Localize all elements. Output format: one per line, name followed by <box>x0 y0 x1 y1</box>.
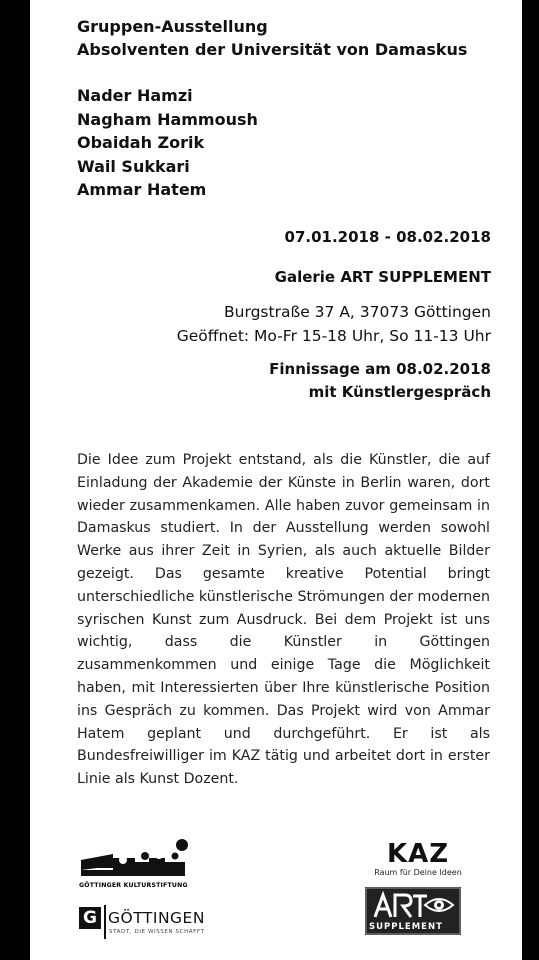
kaz-tagline: Raum für Deine Ideen <box>374 868 462 877</box>
exhibition-dates: 07.01.2018 - 08.02.2018 <box>284 228 491 246</box>
gallery-name: Galerie ART SUPPLEMENT <box>274 268 491 286</box>
art-supplement-caption: SUPPLEMENT <box>369 922 443 932</box>
opening-hours: Geöffnet: Mo-Fr 15-18 Uhr, So 11-13 Uhr <box>176 327 491 345</box>
kulturstiftung-logo <box>79 838 191 894</box>
finissage-info <box>269 358 491 404</box>
exhibition-title <box>77 15 467 61</box>
kulturstiftung-mark-icon <box>79 838 191 882</box>
project-description: Die Idee zum Projekt entstand, als die Künstler, die auf Einladung der Akademie der Künste in Berlin waren, dort wieder zusammenkamen. Alle haben zuvor gemeinsam in Damaskus studiert. In der Ausstellung werden sowohl Werke aus ihrer Zeit in Syrien, als auch aktuelle Bilder gezeigt. Das gesamte kreative Potential bringt unterschiedliche künstlerische Strömungen der modernen syrischen Kunst zum Ausdruck. Bei dem Projekt ist uns wichtig, dass die Künstler in Göttingen zusammenkommen und einige Tage die Möglichkeit haben, mit Interessierten über Ihre künstlerische Position ins Gespräch zu kommen. Das Projekt wird von Ammar Hatem geplant und durchgeführt. Er ist als Bundesfreiwilliger im KAZ tätig und arbeitet dort in erster Linie als Kunst Dozent. <box>77 452 490 788</box>
artist-name: Obaidah Zorik <box>77 133 205 152</box>
artist-list <box>77 84 258 202</box>
goettingen-wordmark: GÖTTINGEN <box>108 909 205 927</box>
art-supplement-logo <box>365 887 461 935</box>
kaz-logo <box>373 840 463 882</box>
kaz-wordmark: KAZ <box>386 839 450 869</box>
goettingen-logo <box>79 905 209 943</box>
artist-name: Nader Hamzi <box>77 86 193 105</box>
artist-name: Ammar Hatem <box>77 180 207 199</box>
artist-name: Nagham Hammoush <box>77 109 258 129</box>
flyer-page <box>30 0 522 960</box>
kulturstiftung-caption: GÖTTINGER KULTURSTIFTUNG <box>79 882 188 889</box>
title-line-2: Absolventen der Universität von Damaskus <box>77 40 468 59</box>
title-line-1: Gruppen-Ausstellung <box>77 17 268 36</box>
goettingen-tagline: STADT, DIE WISSEN SCHAFFT <box>109 929 205 935</box>
goettingen-mark-icon: G <box>79 907 101 929</box>
goettingen-divider <box>104 905 106 939</box>
artist-name: Wail Sukkari <box>77 156 190 176</box>
finissage-talk: mit Künstlergespräch <box>308 383 491 401</box>
finissage-date: Finnissage am 08.02.2018 <box>269 360 491 378</box>
gallery-address: Burgstraße 37 A, 37073 Göttingen <box>224 303 491 321</box>
gallery-address-block <box>177 300 491 348</box>
